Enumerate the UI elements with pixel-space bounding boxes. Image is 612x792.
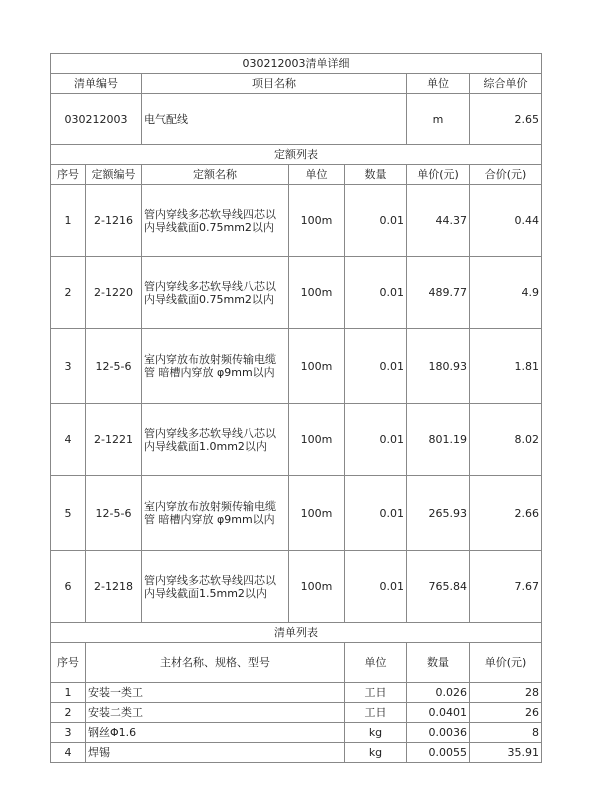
- quota-price: 180.93: [407, 329, 470, 404]
- summary-code: 030212003: [51, 94, 142, 145]
- summary-unit: m: [407, 94, 470, 145]
- material-section-title: 清单列表: [51, 623, 542, 643]
- quota-no: 2: [51, 257, 86, 329]
- quota-qty: 0.01: [345, 404, 407, 476]
- table-row: [51, 329, 542, 404]
- quota-section-title: 定额列表: [51, 145, 542, 165]
- material-header: 主材名称、规格、型号: [86, 643, 345, 683]
- quota-price: 765.84: [407, 551, 470, 623]
- summary-price: 2.65: [470, 94, 542, 145]
- material-price: 35.91: [470, 743, 542, 763]
- header-price: 综合单价: [470, 74, 542, 94]
- table-row: [51, 723, 542, 743]
- quota-unit: 100m: [289, 551, 345, 623]
- quota-no: 1: [51, 185, 86, 257]
- quota-unit: 100m: [289, 257, 345, 329]
- material-no: 4: [51, 743, 86, 763]
- material-qty: 0.026: [407, 683, 470, 703]
- material-header: 序号: [51, 643, 86, 683]
- quota-code: 2-1218: [86, 551, 142, 623]
- quota-header: 序号: [51, 165, 86, 185]
- table-row: [51, 551, 542, 623]
- quota-total: 4.9: [470, 257, 542, 329]
- quota-name: 室内穿放布放射频传输电缆 管 暗槽内穿放 φ9mm以内: [142, 476, 289, 551]
- quota-name: 管内穿线多芯软导线八芯以内导线截面1.0mm2以内: [142, 404, 289, 476]
- header-unit: 单位: [407, 74, 470, 94]
- material-unit: kg: [345, 743, 407, 763]
- quota-unit: 100m: [289, 329, 345, 404]
- quota-price: 44.37: [407, 185, 470, 257]
- quota-name: 室内穿放布放射频传输电缆 管 暗槽内穿放 φ9mm以内: [142, 329, 289, 404]
- material-header: 单位: [345, 643, 407, 683]
- material-header: 单价(元): [470, 643, 542, 683]
- quota-header: 单价(元): [407, 165, 470, 185]
- header-code: 清单编号: [51, 74, 142, 94]
- table-title: 030212003清单详细: [51, 54, 542, 74]
- quota-unit: 100m: [289, 476, 345, 551]
- quota-unit: 100m: [289, 404, 345, 476]
- quota-price: 265.93: [407, 476, 470, 551]
- material-qty: 0.0401: [407, 703, 470, 723]
- table-row: [51, 404, 542, 476]
- quota-total: 0.44: [470, 185, 542, 257]
- header-name: 项目名称: [142, 74, 407, 94]
- quota-code: 12-5-6: [86, 329, 142, 404]
- quota-header: 单位: [289, 165, 345, 185]
- quota-total: 1.81: [470, 329, 542, 404]
- quota-code: 2-1221: [86, 404, 142, 476]
- table-row: [51, 476, 542, 551]
- quota-header: 合价(元): [470, 165, 542, 185]
- material-no: 3: [51, 723, 86, 743]
- quota-price: 801.19: [407, 404, 470, 476]
- material-price: 28: [470, 683, 542, 703]
- material-qty: 0.0055: [407, 743, 470, 763]
- table-row: [51, 257, 542, 329]
- material-header: 数量: [407, 643, 470, 683]
- quota-qty: 0.01: [345, 185, 407, 257]
- quota-header: 定额名称: [142, 165, 289, 185]
- material-name: 安装一类工: [86, 683, 345, 703]
- material-unit: kg: [345, 723, 407, 743]
- material-price: 26: [470, 703, 542, 723]
- quota-header: 定额编号: [86, 165, 142, 185]
- quota-name: 管内穿线多芯软导线八芯以内导线截面0.75mm2以内: [142, 257, 289, 329]
- table-row: [51, 683, 542, 703]
- quota-no: 6: [51, 551, 86, 623]
- quota-qty: 0.01: [345, 329, 407, 404]
- material-unit: 工日: [345, 703, 407, 723]
- material-name: 安装二类工: [86, 703, 345, 723]
- quota-qty: 0.01: [345, 257, 407, 329]
- material-unit: 工日: [345, 683, 407, 703]
- material-name: 钢丝Φ1.6: [86, 723, 345, 743]
- material-qty: 0.0036: [407, 723, 470, 743]
- table-row: [51, 703, 542, 723]
- detail-table: [50, 53, 542, 763]
- material-no: 2: [51, 703, 86, 723]
- quota-rows: [51, 185, 542, 623]
- quota-qty: 0.01: [345, 476, 407, 551]
- material-name: 焊锡: [86, 743, 345, 763]
- quota-header: 数量: [345, 165, 407, 185]
- quota-code: 2-1220: [86, 257, 142, 329]
- quota-total: 7.67: [470, 551, 542, 623]
- quota-code: 12-5-6: [86, 476, 142, 551]
- quota-name: 管内穿线多芯软导线四芯以内导线截面0.75mm2以内: [142, 185, 289, 257]
- quota-total: 2.66: [470, 476, 542, 551]
- summary-name: 电气配线: [142, 94, 407, 145]
- quota-price: 489.77: [407, 257, 470, 329]
- material-rows: [51, 683, 542, 763]
- quota-code: 2-1216: [86, 185, 142, 257]
- quota-no: 3: [51, 329, 86, 404]
- material-price: 8: [470, 723, 542, 743]
- table-row: [51, 743, 542, 763]
- material-no: 1: [51, 683, 86, 703]
- quota-no: 5: [51, 476, 86, 551]
- quota-unit: 100m: [289, 185, 345, 257]
- quota-no: 4: [51, 404, 86, 476]
- table-row: [51, 185, 542, 257]
- quota-qty: 0.01: [345, 551, 407, 623]
- quota-name: 管内穿线多芯软导线四芯以内导线截面1.5mm2以内: [142, 551, 289, 623]
- quota-total: 8.02: [470, 404, 542, 476]
